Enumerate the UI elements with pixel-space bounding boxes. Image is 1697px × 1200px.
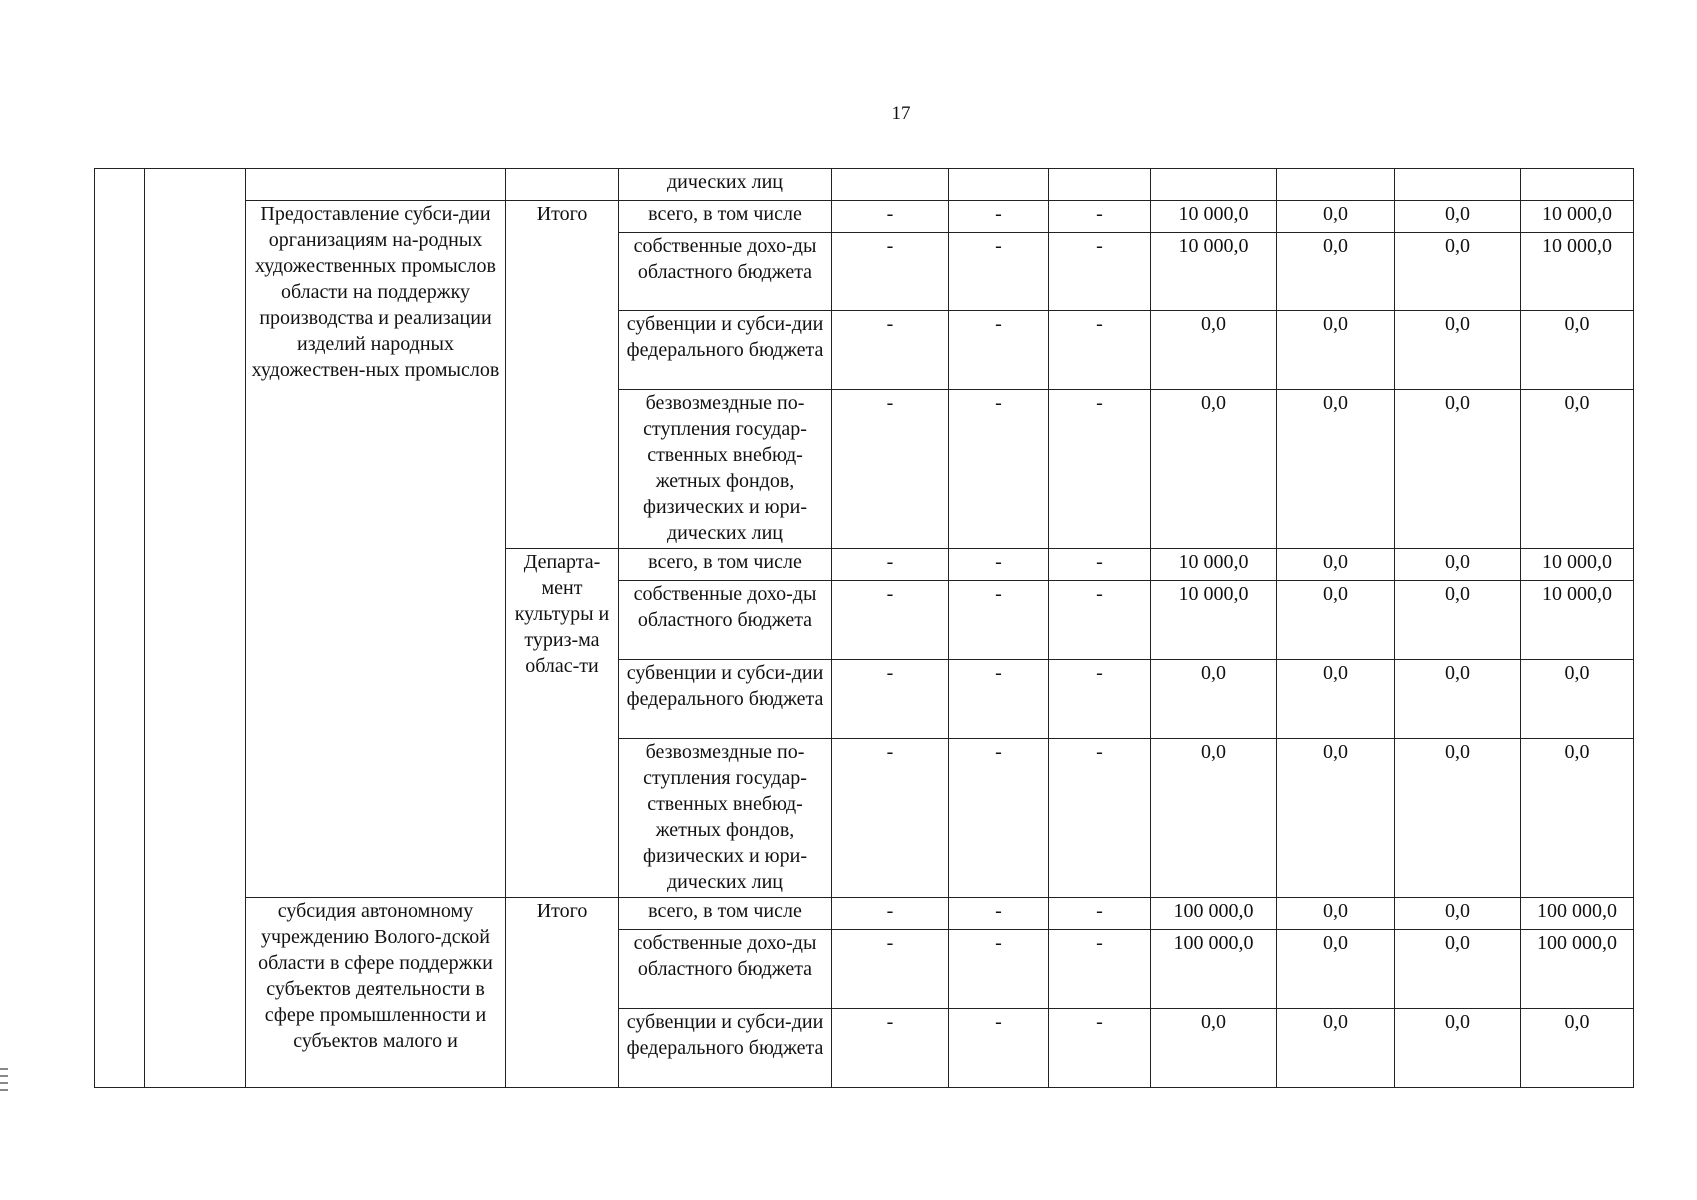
dash-cell: - [949,233,1049,311]
dash-cell: - [832,201,949,233]
dash-cell: - [949,311,1049,390]
value-cell: 0,0 [1151,311,1277,390]
dash-cell: - [1049,660,1151,739]
dash-cell: - [832,1009,949,1088]
measure-cell-blank [246,169,506,201]
dash-cell: - [1049,1009,1151,1088]
value-cell: 0,0 [1521,311,1634,390]
executor-cell-blank [506,169,619,201]
measure-cell: субсидия автономному учреждению Волого-дской области в сфере поддержки субъектов деятельности в сфере промышленности и субъектов малого и [246,898,506,1088]
budget-table [94,168,1634,1088]
source-cell: безвозмездные по-ступления государ-ственных внебюд-жетных фондов, физических и юри-дических лиц [619,390,832,549]
source-cell: субвенции и субси-дии федерального бюджета [619,660,832,739]
empty-cell [1277,169,1395,201]
value-cell: 100 000,0 [1521,898,1634,930]
value-cell: 10 000,0 [1151,201,1277,233]
dash-cell: - [1049,201,1151,233]
value-cell: 10 000,0 [1521,201,1634,233]
value-cell: 0,0 [1277,660,1395,739]
table-row [95,169,1634,201]
empty-cell [1151,169,1277,201]
value-cell: 0,0 [1395,201,1521,233]
value-cell: 10 000,0 [1151,233,1277,311]
dash-cell: - [1049,311,1151,390]
table-row [95,898,1634,930]
value-cell: 0,0 [1395,311,1521,390]
margin-marks [0,1068,8,1096]
dash-cell: - [1049,930,1151,1009]
value-cell: 0,0 [1151,390,1277,549]
dash-cell: - [832,739,949,898]
value-cell: 0,0 [1521,390,1634,549]
value-cell: 100 000,0 [1151,898,1277,930]
source-cell: собственные дохо-ды областного бюджета [619,930,832,1009]
table-body [95,169,1634,1088]
empty-cell [1395,169,1521,201]
dash-cell: - [832,581,949,660]
dash-cell: - [949,660,1049,739]
executor-cell: Департа-мент культуры и туриз-ма облас-ти [506,549,619,898]
value-cell: 0,0 [1277,930,1395,1009]
value-cell: 0,0 [1395,549,1521,581]
value-cell: 0,0 [1277,390,1395,549]
value-cell: 0,0 [1277,581,1395,660]
dash-cell: - [949,201,1049,233]
value-cell: 0,0 [1521,660,1634,739]
measure-cell: Предоставление субси-дии организациям на-родных художественных промыслов области на поддержку производства и реализации изделий народных художествен-ных промыслов [246,201,506,898]
dash-cell: - [949,930,1049,1009]
value-cell: 0,0 [1395,930,1521,1009]
value-cell: 0,0 [1151,1009,1277,1088]
page-number: 17 [891,103,911,124]
dash-cell: - [832,311,949,390]
dash-cell: - [949,390,1049,549]
value-cell: 0,0 [1395,1009,1521,1088]
value-cell: 0,0 [1277,201,1395,233]
value-cell: 0,0 [1395,390,1521,549]
source-cell: субвенции и субси-дии федерального бюджета [619,311,832,390]
value-cell: 10 000,0 [1521,549,1634,581]
dash-cell: - [832,898,949,930]
value-cell: 0,0 [1521,1009,1634,1088]
dash-cell: - [1049,549,1151,581]
value-cell: 0,0 [1521,739,1634,898]
value-cell: 100 000,0 [1151,930,1277,1009]
table-row [95,201,1634,233]
value-cell: 10 000,0 [1521,581,1634,660]
value-cell: 0,0 [1151,660,1277,739]
source-cell: всего, в том числе [619,549,832,581]
source-cell: всего, в том числе [619,898,832,930]
empty-cell [832,169,949,201]
source-cell: собственные дохо-ды областного бюджета [619,233,832,311]
source-cell: дических лиц [619,169,832,201]
dash-cell: - [949,898,1049,930]
value-cell: 0,0 [1277,549,1395,581]
dash-cell: - [949,581,1049,660]
value-cell: 10 000,0 [1151,581,1277,660]
value-cell: 0,0 [1395,581,1521,660]
dash-cell: - [1049,233,1151,311]
source-cell: всего, в том числе [619,201,832,233]
dash-cell: - [832,930,949,1009]
dash-cell: - [1049,739,1151,898]
dash-cell: - [949,549,1049,581]
dash-cell: - [949,739,1049,898]
source-cell: собственные дохо-ды областного бюджета [619,581,832,660]
value-cell: 0,0 [1277,1009,1395,1088]
value-cell: 0,0 [1277,898,1395,930]
value-cell: 10 000,0 [1151,549,1277,581]
empty-cell [1049,169,1151,201]
value-cell: 0,0 [1277,311,1395,390]
empty-cell [1521,169,1634,201]
source-cell: безвозмездные по-ступления государ-ственных внебюд-жетных фондов, физических и юри-дических лиц [619,739,832,898]
value-cell: 100 000,0 [1521,930,1634,1009]
col-b-cell [145,169,246,1088]
executor-cell: Итого [506,898,619,1088]
dash-cell: - [949,1009,1049,1088]
value-cell: 0,0 [1395,660,1521,739]
dash-cell: - [832,233,949,311]
executor-cell: Итого [506,201,619,549]
col-a-cell [95,169,145,1088]
dash-cell: - [832,660,949,739]
value-cell: 0,0 [1395,739,1521,898]
source-cell: субвенции и субси-дии федерального бюджета [619,1009,832,1088]
value-cell: 0,0 [1277,233,1395,311]
value-cell: 0,0 [1395,233,1521,311]
dash-cell: - [1049,581,1151,660]
dash-cell: - [832,549,949,581]
dash-cell: - [832,390,949,549]
empty-cell [949,169,1049,201]
value-cell: 0,0 [1395,898,1521,930]
dash-cell: - [1049,898,1151,930]
dash-cell: - [1049,390,1151,549]
value-cell: 0,0 [1277,739,1395,898]
value-cell: 10 000,0 [1521,233,1634,311]
value-cell: 0,0 [1151,739,1277,898]
